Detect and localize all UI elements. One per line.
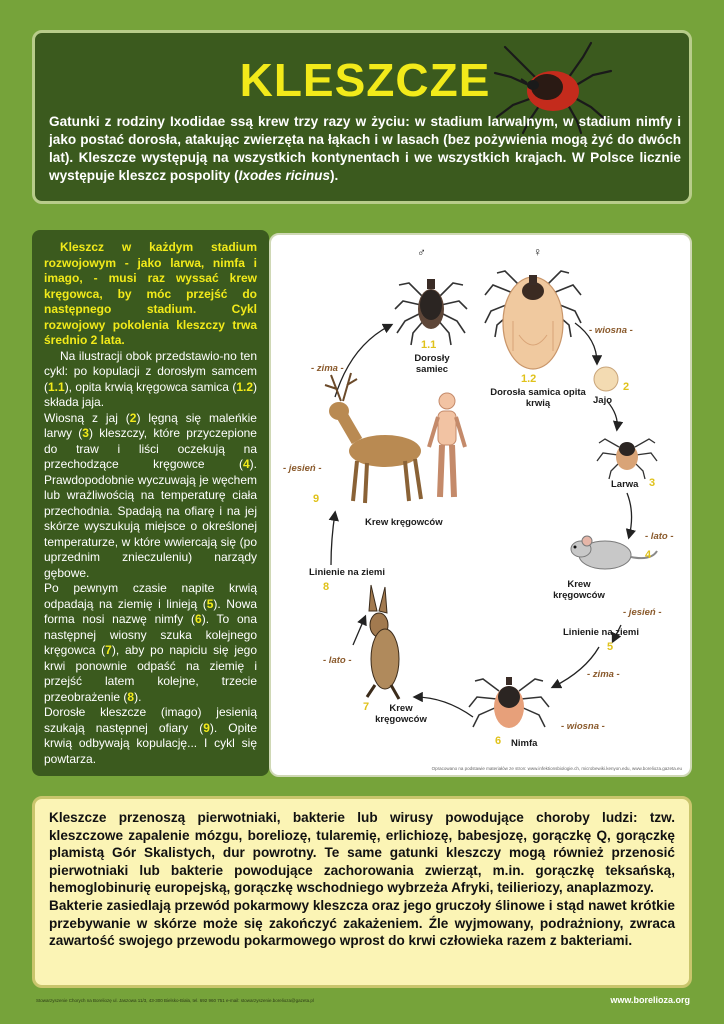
season-spring-2: - wiosna - <box>561 721 605 732</box>
diseases-panel <box>32 796 692 988</box>
season-autumn-2: - jesień - <box>283 463 322 474</box>
paragraph-1: Na ilustracji obok przedstawio-no ten cykl: po kopulacji z dorosłym samcem (1.1), opita krwią kręgowca samica (1.2) składa jaja. <box>44 348 257 409</box>
hare-icon <box>367 585 399 699</box>
paragraph-2: Wiosną z jaj (2) lęgną się maleńkie larwy (3) kleszczy, które przyczepione do traw i liści oczekują na przechodzące kręgowce (4). Prawdopodobnie wyczuwają je węchem lub wrażliwością na temperaturę ciała przechodnia. Spadają na ofiarę i na jej skórze wyszukują miejsce o określonej temperaturze, w które wwiercają się (po uprzednim znieczuleniu) narządy gębowe. <box>44 410 257 580</box>
arrow-3 <box>627 493 632 537</box>
molt-label-5: Linienie na ziemi <box>563 627 640 638</box>
egg-label: Jajo <box>593 395 613 406</box>
larva-label: Larwa <box>611 479 639 490</box>
stage-9: 9 <box>313 493 320 505</box>
nymph-label: Nimfa <box>511 738 538 749</box>
male-label: Dorosły samiec <box>414 353 450 375</box>
molt-label-8: Linienie na ziemi <box>309 567 386 578</box>
stage-8: 8 <box>323 581 330 593</box>
arrow-8 <box>331 513 335 565</box>
egg-icon <box>594 367 618 391</box>
male-symbol: ♂ <box>417 245 426 259</box>
stage-4: 4 <box>645 549 652 561</box>
stage-5: 5 <box>607 641 614 653</box>
season-winter-2: - zima - <box>311 363 344 374</box>
season-summer-1: - lato - <box>645 531 674 542</box>
arrow-5 <box>553 647 599 687</box>
stage-7: 7 <box>363 701 370 713</box>
deer-icon <box>325 373 421 503</box>
lead-paragraph: Kleszcz w każdym stadium rozwojowym - jako larwa, nimfa i imago, - musi raz wyssać krew kręgowca, by móc przejść do następnego stadium. Cykl rozwojowy pokolenia kleszczy trwa średnio 2 lata. <box>44 240 257 347</box>
female-label: Dorosła samica opita krwią <box>490 387 586 409</box>
footer-contact: Stowarzyszenie Chorych na Boreliozę ul. Jaszowa 11/3, 43-300 Bielsko-Biała, tel. 692 960 751 e-mail: stowarzyszenie.borelioza@gazeta.pl <box>36 998 314 1003</box>
lifecycle-text-panel <box>32 230 269 776</box>
lifecycle-diagram <box>269 233 692 777</box>
header-panel <box>32 30 692 204</box>
nymph-icon <box>469 677 549 728</box>
diseases-paragraph-1: Kleszcze przenoszą pierwotniaki, bakterie lub wirusy powodujące choroby ludzi: tzw. kleszczowe zapalenie mózgu, boreliozę, tularemię, erlichiozę, babesjozę, gorączkę Q, gorączkę plamistą Gór Skalistych, dur powrotny. Te same gatunki kleszczy mogą również przenosić pierwotniaki lub bakterie powodujące zachorowania zwierząt, m.in. gorączkę teksańską, hemoglobinurię europejską, gorączkę wschodniego wybrzeża Afryki, teilieriozy, anaplazmozy. <box>49 810 675 896</box>
lifecycle-illustration <box>271 235 694 779</box>
human-icon <box>429 393 465 497</box>
page-title: KLESZCZE <box>239 54 491 106</box>
season-summer-2: - lato - <box>323 655 352 666</box>
diseases-paragraph-2: Bakterie zasiedlają przewód pokarmowy kleszcza oraz jego gruczoły ślinowe i stąd nawet krótkie przebywanie w skórze może się zakończyć zakażeniem. Źle wyjmowany, podrażniony, zwraca zawartość swojego przewodu pokarmowego wprost do krwi człowieka razem z bakteriami. <box>49 897 675 949</box>
stage-3: 3 <box>649 477 656 489</box>
diagram-credit: Opracowano na podstawie materiałów ze stron: www.infektionsbiologie.ch, microbewiki.kenyon.edu, www.borelioza.gazeta.eu <box>431 766 682 771</box>
male-tick-icon <box>395 279 467 345</box>
intro-text: Gatunki z rodziny Ixodidae ssą krew trzy razy w życiu: w stadium larwalnym, w stadium nimfy i jako postać dorosła, atakując zwierzęta na łąkach i w lasach (bez pożywienia mogą żyć do dwóch lat). Kleszcze występują na wszystkich kontynentach i we wszystkich krajach. W Polsce licznie występuje kleszcz pospolity (Ixodes ricinus). <box>49 114 681 183</box>
stage-1-2: 1.2 <box>521 373 537 385</box>
paragraph-4: Dorosłe kleszcze (imago) jesienią szukają następnej ofiary (9). Opite krwią odbywają kopulację... I cykl się powtarza. <box>44 705 257 766</box>
stage-6: 6 <box>495 735 502 747</box>
host-label-7: Krew kręgowców <box>375 703 427 725</box>
footer-website-link[interactable]: www.borelioza.org <box>610 995 690 1005</box>
stage-1-1: 1.1 <box>421 339 437 351</box>
stage-2: 2 <box>623 381 630 393</box>
species-name: Ixodes ricinus <box>238 168 331 183</box>
host-label-9: Krew kręgowców <box>365 517 443 528</box>
host-label-4: Krew kręgowców <box>553 579 605 601</box>
season-autumn-1: - jesień - <box>623 607 662 618</box>
season-spring-1: - wiosna - <box>589 325 633 336</box>
season-winter-1: - zima - <box>587 669 620 680</box>
female-tick-icon <box>485 271 581 369</box>
arrow-9 <box>335 325 391 397</box>
paragraph-3: Po pewnym czasie napite krwią odpadają na ziemię i linieją (5). Nowa forma nosi nazwę nimfy (6). To ona następnej wiosny szuka kolejnego kręgowca (7), aby po napiciu się jego krwi ponownie odpaść na ziemię i przejść latem kolejne, trzecie przeobrażenie (8). <box>44 581 258 704</box>
female-symbol: ♀ <box>533 245 542 259</box>
larva-icon <box>597 439 657 479</box>
arrow-7 <box>353 617 365 645</box>
